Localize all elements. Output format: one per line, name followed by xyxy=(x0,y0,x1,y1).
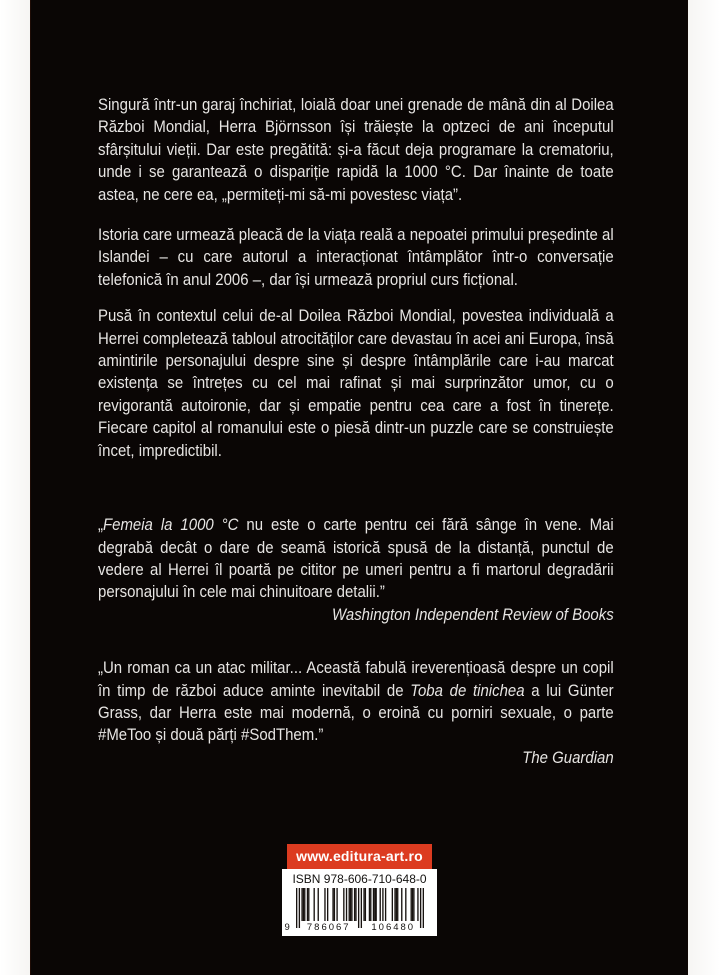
barcode-digit-group-2: 106480 xyxy=(371,922,416,933)
barcode-area xyxy=(284,888,426,933)
page-edge-right xyxy=(688,0,720,975)
isbn-label: ISBN 978-606-710-648-0 xyxy=(292,872,427,886)
page-edge-left xyxy=(0,0,30,975)
review-quote-2 xyxy=(98,657,614,769)
review-quote-1-text xyxy=(98,514,614,604)
synopsis-paragraph-2: Istoria care urmează pleacă de la viața reală a nepoatei primului președinte al Islandei – cu care autorul a interacționat întâmplător într-o conversație telefonică în anul 2006 –, dar își urmează propriul curs ficțional. xyxy=(98,225,614,289)
review-attribution-1: Washington Independent Review of Books xyxy=(332,604,614,624)
synopsis-paragraph-3: Pusă în contextul celui de-al Doilea Război Mondial, povestea individuală a Herrei completează tabloul atrocităților care devastau în acei ani Europa, însă amintirile personajului despre sine și despre întâmplările care i-au marcat existența se întrețes cu cel mai rafinat și mai surprinzător umor, cu o revigorantă autoironie, dar și empatie pentru cea care a fost în tinerețe. Fiecare capitol al romanului este o piesă dintr-un puzzle care se construiește încet, impredictibil. xyxy=(98,306,614,460)
book-back-cover xyxy=(30,0,688,975)
review-quote-1-book-title: Femeia la 1000 °C xyxy=(102,515,239,535)
barcode-digit-group-1: 786067 xyxy=(306,922,351,933)
review-quote-2-book-title: Toba de tinichea xyxy=(410,680,525,700)
isbn-box xyxy=(282,869,437,936)
review-quote-1-body: nu este o carte pentru cei fără sânge în vene. Mai degrabă decât o dare de seamă istorică spusă de la distanță, punctul de vedere al Herrei îl poartă pe cititor pe umeri pentru a fi martorul degradării personajului în cele mai chinuitoare detalii.” xyxy=(98,515,614,602)
review-quote-2-open: „ xyxy=(98,658,103,678)
review-quote-2-text xyxy=(98,657,614,747)
review-quote-1-open: „ xyxy=(98,515,103,535)
back-cover-text xyxy=(98,94,614,769)
publisher-label xyxy=(282,844,437,936)
publisher-website-badge: www.editura-art.ro xyxy=(287,844,432,869)
synopsis-paragraph-1: Singură într-un garaj închiriat, loială doar unei grenade de mână din al Doilea Război Mondial, Herra Björnsson își trăiește la optzeci de ani începutul sfârșitului vieții. Dar este pregătită: și-a făcut deja programare la crematoriu, unde i se garantează o dispariție rapidă la 1000 °C. Dar înainte de toate astea, ne cere ea, „permiteți-mi să-mi povestesc viața”. xyxy=(98,95,614,204)
barcode-digit-lead: 9 xyxy=(284,922,290,933)
review-attribution-2: The Guardian xyxy=(522,747,614,767)
review-quote-1 xyxy=(98,514,614,626)
review-quote-2-body-start: Un roman ca un atac militar... Această fabulă ireverențioasă despre un copil în timp de război aduce aminte inevitabil de xyxy=(98,658,614,700)
review-quote-2-body-end: a lui Günter Grass, dar Herra este mai modernă, o eroină cu porniri sexuale, o parte #MeToo și două părți #SodThem.” xyxy=(98,680,614,745)
barcode-digits xyxy=(285,923,426,932)
